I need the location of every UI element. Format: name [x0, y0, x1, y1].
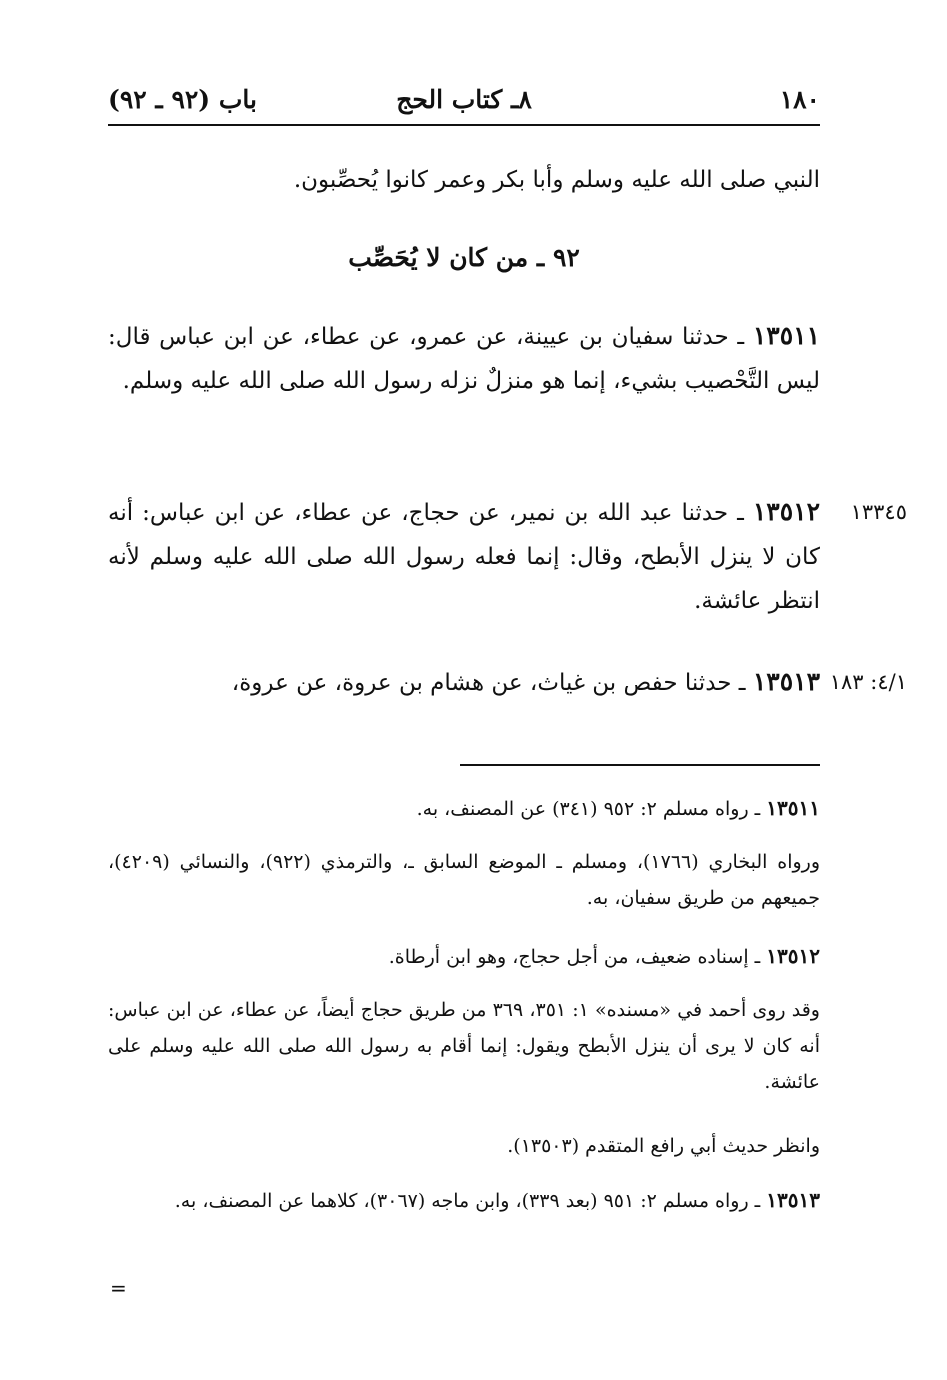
footnote-text: وانظر حديث أبي رافع المتقدم (١٣٥٠٣). [507, 1135, 820, 1157]
hadith-number: ١٣٥١١ [752, 321, 820, 350]
header-rule [108, 124, 820, 126]
footnote-number: ١٣٥١٢ [766, 944, 820, 968]
footnote [108, 844, 820, 916]
intro-paragraph [108, 158, 820, 202]
footnote-rule [460, 764, 820, 766]
footnote-text: ـ رواه مسلم ٢: ٩٥١ (بعد ٣٣٩)، وابن ماجه (٣٠٦٧)، كلاهما عن المصنف، به. [174, 1190, 761, 1212]
running-header [108, 78, 820, 122]
footnote [108, 992, 820, 1100]
footnote-text: ورواه البخاري (١٧٦٦)، ومسلم ـ الموضع السابق ـ، والترمذي (٩٢٢)، والنسائي (٤٢٠٩)، جميعهم من طريق سفيان، به. [108, 851, 820, 909]
hadith-text: ـ حدثنا سفيان بن عيينة، عن عمرو، عن عطاء، عن ابن عباس قال: ليس التَّحْصيب بشيء، إنما هو منزلٌ نزله رسول الله صلى الله عليه وسلم. [108, 324, 820, 394]
hadith-paragraph [108, 660, 820, 705]
hadith-number: ١٣٥١٢ [752, 497, 820, 526]
margin-reference: ١٣٣٤٥ [850, 500, 907, 524]
margin-reference: ٤/١: ١٨٣ [829, 670, 907, 694]
footnote-text: ـ رواه مسلم ٢: ٩٥٢ (٣٤١) عن المصنف، به. [416, 798, 761, 820]
intro-text: النبي صلى الله عليه وسلم وأبا بكر وعمر كانوا يُحصِّبون. [293, 167, 820, 193]
continuation-mark: = [110, 1276, 127, 1300]
footnote-text: وقد روى أحمد في «مسنده» ١: ٣٥١، ٣٦٩ من طريق حجاج أيضاً، عن عطاء، عن ابن عباس: أنه كان لا يرى أن ينزل الأبطح ويقول: إنما أقام به رسول الله صلى الله عليه وسلم على عائشة. [108, 999, 820, 1093]
chapter-title: ٩٢ ـ من كان لا يُحَصِّب [348, 243, 580, 272]
hadith-text: ـ حدثنا عبد الله بن نمير، عن حجاج، عن عطاء، عن ابن عباس: أنه كان لا ينزل الأبطح، وقال: إنما فعله رسول الله صلى الله عليه وسلم لأنه انتظر عائشة. [108, 500, 820, 614]
footnote [108, 938, 820, 975]
footnote [108, 1128, 820, 1164]
hadith-paragraph [108, 490, 820, 623]
footnote-number: ١٣٥١٣ [766, 1188, 820, 1212]
page-number: ١٨٠ [779, 85, 820, 114]
footnote-text: ـ إسناده ضعيف، من أجل حجاج، وهو ابن أرطاة. [388, 946, 761, 968]
footnote [108, 790, 820, 827]
hadith-paragraph [108, 314, 820, 403]
hadith-text: ـ حدثنا حفص بن غياث، عن هشام بن عروة، عن عروة، [231, 670, 746, 696]
hadith-number: ١٣٥١٣ [752, 667, 820, 696]
footnote [108, 1182, 820, 1219]
book-title: ٨ـ كتاب الحج [396, 85, 532, 114]
chapter-range: باب (٩٢ ـ ٩٢) [108, 85, 257, 114]
footnote-number: ١٣٥١١ [766, 796, 820, 820]
